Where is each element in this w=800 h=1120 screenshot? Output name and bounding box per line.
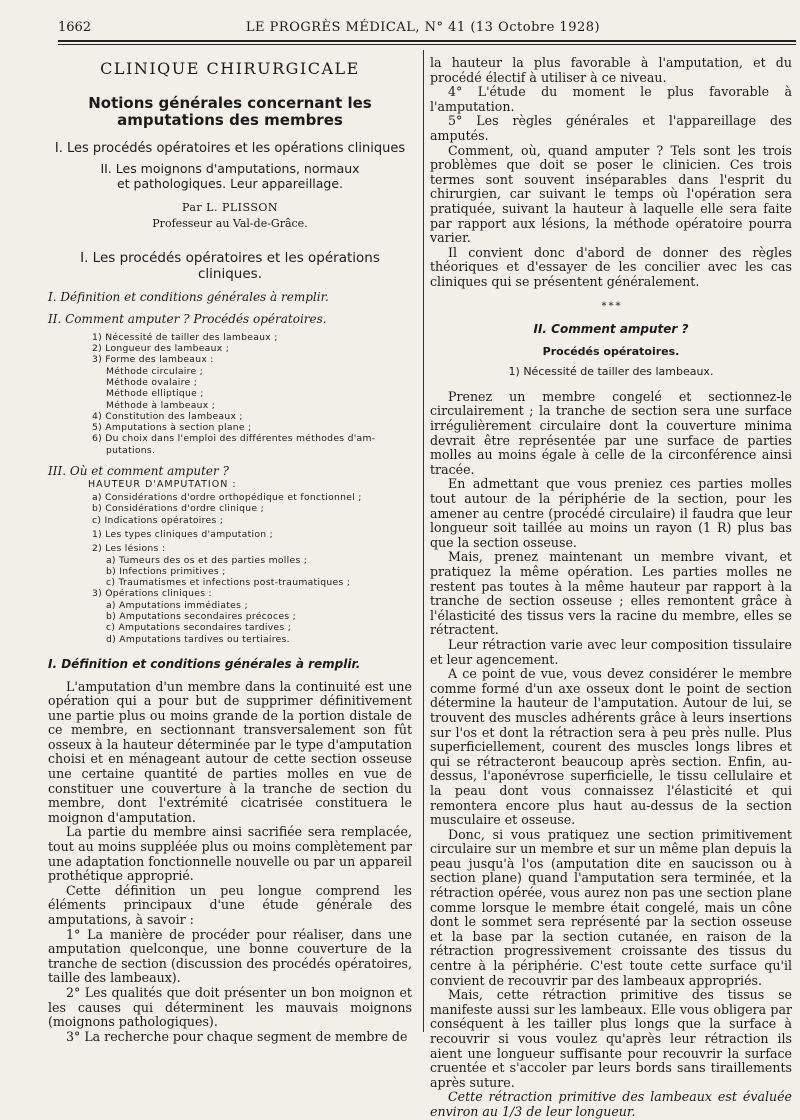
toc-subitem: a) Amputations immédiates ;: [106, 599, 248, 611]
toc-item: 5) Amputations à section plane ;: [92, 422, 252, 434]
toc-subitem: Méthode elliptique ;: [106, 388, 204, 400]
header-rule-thin: [58, 44, 796, 45]
paragraph: la hauteur la plus favorable à l'amputation, et du procédé électif à utiliser à ce niveau.: [430, 55, 792, 85]
paragraph: Prenez un membre congelé et sectionnez-le circulairement ; la tranche de section sera une surface irrégulièrement circulaire dont la couverture minima devrait être représentée par une surface de parties molles au moins égale à celle de la circonférence ainsi tracée.: [430, 388, 792, 477]
part-two-line1: II. Les moignons d'amputations, normaux: [100, 160, 360, 176]
paragraph: 1° La manière de procéder pour réaliser, dans une amputation quelconque, une bonne couverture de la tranche de section (discussion des procédés opératoires, taille des lambeaux).: [48, 926, 412, 986]
paragraph: Il convient donc d'abord de donner des règles théoriques et d'essayer de les concilier avec les cas cliniques qui se présentent généralement.: [430, 244, 792, 289]
paragraph: Cette définition un peu longue comprend les éléments principaux d'une étude générale des amputations, à savoir :: [48, 882, 412, 927]
paragraph: 2° Les qualités que doit présenter un bon moignon et les causes qui déterminent les mauvais moignons (moignons pathologiques).: [48, 984, 412, 1030]
toc-subitem: Méthode circulaire ;: [106, 365, 204, 377]
paragraph: L'amputation d'un membre dans la continuité est une opération qui a pour but de supprimer définitivement une partie plus ou moins grande de la portion distale de ce membre, en sectionnant transversalement son fût osseux à la hauteur déterminée par le type d'amputation choisi et en ménageant autour de cette section osseuse une certaine quantité de parties molles en vue de constituer une couverture à la tranche de section du membre, dont l'extrémité cicatrisée constituera le moignon d'amputation.: [48, 678, 412, 825]
paragraph: A ce point de vue, vous devez considérer le membre comme formé d'un axe osseux dont le point de section détermine la hauteur de l'amputation. Autour de lui, se trouvent des muscles adhérents grâce à leurs insertions sur l'os et dont la rétraction sera à peu près nulle. Plus superficiellement, courent des muscles longs libres et qui se rétracteront beaucoup après section. Enfin, au-dessus, l'aponévrose superficielle, le tissu cellulaire et la peau dont vous connaissez l'élasticité et qui remontera encore plus haut au-dessus de la section musculaire et osseuse.: [430, 666, 792, 828]
toc-heading-3: III. Où et comment amputer ?: [48, 464, 229, 479]
toc-subitem: b) Infections primitives ;: [106, 565, 226, 577]
part-two-line2: et pathologiques. Leur appareillage.: [116, 175, 344, 191]
toc-item: 2) Longueur des lambeaux ;: [92, 343, 230, 355]
paragraph: 3° La recherche pour chaque segment de membre de: [66, 1028, 408, 1044]
subheading: Procédés opératoires.: [542, 344, 680, 358]
paragraph: 4° L'étude du moment le plus favorable à l'amputation.: [430, 84, 792, 114]
right-column: [430, 56, 792, 1120]
rubric: CLINIQUE CHIRURGICALE: [100, 59, 360, 78]
section-separator: * * *: [601, 300, 621, 312]
paragraph: Mais, prenez maintenant un membre vivant, et pratiquez la même opération. Les parties molles ne restent pas toutes à la même hauteur par rapport à la tranche de section osseuse ; elles remontent grâce à l'élasticité des tissus vers la racine du membre, elles se rétractent.: [430, 549, 792, 638]
toc-item: b) Considérations d'ordre clinique ;: [92, 503, 264, 515]
left-column: [48, 56, 412, 1044]
author: Par L. PLISSON: [181, 200, 279, 214]
paragraph: Donc, si vous pratiquez une section primitivement circulaire sur un membre et sur un même plan depuis la peau jusqu'à l'os (amputation dite en saucisson ou à section plane) quand l'amputation sera terminée, et la rétraction opérée, vous aurez non pas une section plane comme lorsque le membre était congelé, mais un cône dont le sommet sera représenté par la section osseuse et la base par la section cutanée, en raison de la rétraction progressivement croissante des tissus du centre à la périphérie. C'est toute cette surface qu'il convient de recouvrir par des lambeaux appropriés.: [430, 826, 792, 988]
toc-item: a) Considérations d'ordre orthopédique et fonctionnel ;: [92, 492, 362, 504]
affiliation: Professeur au Val-de-Grâce.: [152, 217, 308, 231]
article-title-line2: amputations des membres: [117, 110, 343, 129]
section-heading: II. Comment amputer ?: [533, 322, 689, 337]
toc-item: 3) Forme des lambeaux :: [92, 354, 214, 366]
section-title-line2: cliniques.: [198, 265, 262, 282]
toc-item: putations.: [106, 444, 156, 456]
paragraph: 5° Les règles générales et l'appareillage des amputés.: [430, 113, 792, 143]
toc-item: 2) Les lésions :: [92, 543, 166, 555]
section-title-line1: I. Les procédés opératoires et les opérations: [80, 249, 380, 266]
toc-subitem: b) Amputations secondaires précoces ;: [106, 611, 296, 623]
toc-subitem: c) Amputations secondaires tardives ;: [106, 622, 292, 634]
page-number: 1662: [58, 20, 92, 35]
column-divider: [423, 50, 424, 1032]
toc-heading-2: II. Comment amputer ? Procédés opératoires.: [48, 311, 327, 326]
toc-subitem: Méthode à lambeaux ;: [106, 399, 216, 411]
article-title-line1: Notions générales concernant les: [88, 93, 372, 112]
toc-item: 6) Du choix dans l'emploi des différentes méthodes d'am-: [92, 433, 376, 445]
toc-subitem: Méthode ovalaire ;: [106, 376, 198, 388]
toc-item: c) Indications opératoires ;: [92, 514, 224, 526]
toc-item: 1) Les types cliniques d'amputation ;: [92, 528, 273, 540]
paragraph: En admettant que vous preniez ces parties molles tout autour de la périphérie de la section, pour les amener au centre (procédé circulaire) il faudra que leur longueur soit taillée au moins un rayon (1 R) plus bas que la section osseuse.: [430, 476, 792, 550]
toc-subitem: c) Traumatismes et infections post-traumatiques ;: [106, 577, 351, 589]
toc-item: 3) Opérations cliniques :: [92, 588, 212, 600]
part-one-title: I. Les procédés opératoires et les opérations cliniques: [54, 140, 406, 156]
paragraph: La partie du membre ainsi sacrifiée sera remplacée, tout au moins suppléée plus ou moins complètement par une adaptation fonctionnelle nouvelle ou par un appareil prothétique approprié.: [48, 824, 412, 884]
table-of-contents: [48, 290, 412, 645]
journal-title: LE PROGRÈS MÉDICAL, N° 41 (13 Octobre 1928): [245, 20, 601, 35]
toc-hauteur: HAUTEUR D'AMPUTATION :: [88, 479, 237, 491]
sub-subheading: 1) Nécessité de tailler des lambeaux.: [508, 365, 714, 379]
paragraph: Mais, cette rétraction primitive des tissus se manifeste aussi sur les lambeaux. Elle vous obligera par conséquent à les tailler plus longs que la surface à recouvrir si vous voulez qu'après leur rétraction ils aient une longueur suffisante pour recouvrir la surface cruentée et s'accoler par leurs bords sans tiraillements après suture.: [430, 987, 792, 1090]
toc-subitem: a) Tumeurs des os et des parties molles ;: [106, 554, 308, 566]
part-two-title: [48, 161, 412, 191]
paragraph: Cette rétraction primitive des lambeaux est évaluée environ au 1/3 de leur longueur.: [430, 1089, 792, 1119]
paragraph: Leur rétraction varie avec leur composition tissulaire et leur agencement.: [430, 636, 792, 667]
toc-item: 1) Nécessité de tailler des lambeaux ;: [92, 331, 278, 343]
toc-item: 4) Constitution des lambeaux ;: [92, 410, 243, 422]
article-title: [48, 95, 412, 129]
toc-subitem: d) Amputations tardives ou tertiaires.: [106, 633, 290, 645]
paragraph: Comment, où, quand amputer ? Tels sont les trois problèmes que doit se poser le clinicien. Ces trois termes sont souvent inséparables dans l'esprit du chirurgien, car suivant le temps où l'opération sera pratiquée, suivant la hauteur à laquelle elle sera faite par rapport aux lésions, la méthode opératoire pourra varier.: [430, 142, 792, 246]
section-heading: I. Définition et conditions générales à remplir.: [48, 656, 361, 671]
header-rule: [58, 40, 796, 42]
section-title: [48, 250, 412, 282]
running-header: [58, 20, 788, 40]
toc-heading-1: I. Définition et conditions générales à remplir.: [48, 289, 329, 304]
